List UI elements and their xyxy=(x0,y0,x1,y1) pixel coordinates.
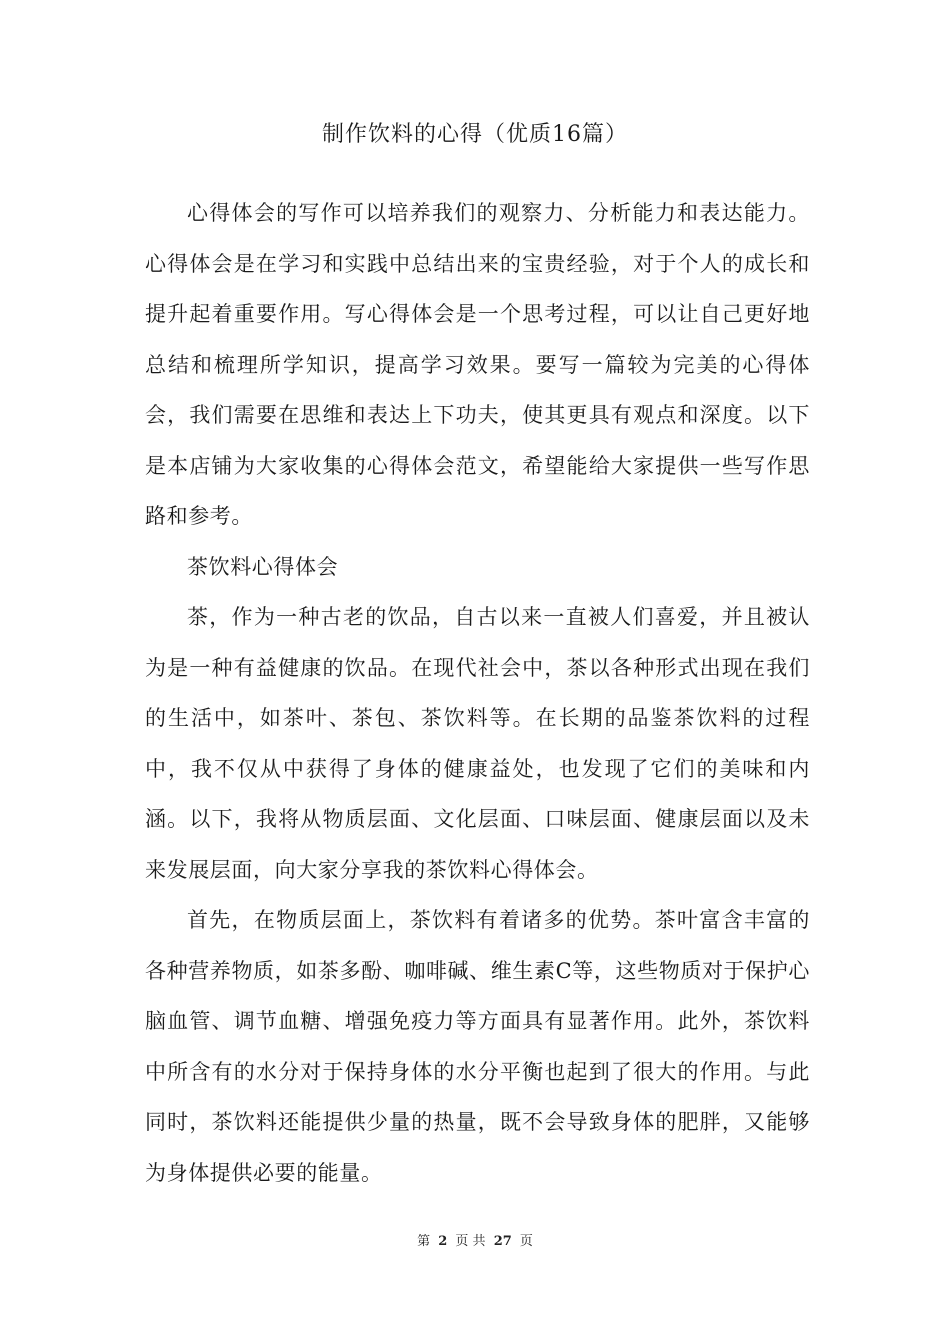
section-heading: 茶饮料心得体会 xyxy=(187,554,339,579)
total-page-count: 27 xyxy=(493,1234,512,1249)
page-footer xyxy=(0,1232,950,1252)
footer-middle: 页 共 xyxy=(455,1234,486,1249)
document-body xyxy=(145,188,810,1198)
intro-paragraph: 心得体会的写作可以培养我们的观察力、分析能力和表达能力。心得体会是在学习和实践中总结出来的宝贵经验，对于个人的成长和提升起着重要作用。写心得体会是一个思考过程，可以让自己更好地总结和梳理所学知识，提高学习效果。要写一篇较为完美的心得体会，我们需要在思维和表达上下功夫，使其更具有观点和深度。以下是本店铺为大家收集的心得体会范文，希望能给大家提供一些写作思路和参考。 xyxy=(145,201,810,528)
footer-prefix: 第 xyxy=(417,1234,431,1249)
body-paragraph: 首先，在物质层面上，茶饮料有着诸多的优势。茶叶富含丰富的各种营养物质，如茶多酚、咖啡碱、维生素C等，这些物质对于保护心脑血管、调节血糖、增强免疫力等方面具有显著作用。此外，茶饮料中所含有的水分对于保持身体的水分平衡也起到了很大的作用。与此同时，茶饮料还能提供少量的热量，既不会导致身体的肥胖，又能够为身体提供必要的能量。 xyxy=(145,908,810,1185)
document-title: 制作饮料的心得（优质16篇） xyxy=(322,122,628,147)
footer-suffix: 页 xyxy=(519,1234,533,1249)
current-page-number: 2 xyxy=(438,1234,448,1249)
body-paragraph: 茶，作为一种古老的饮品，自古以来一直被人们喜爱，并且被认为是一种有益健康的饮品。在现代社会中，茶以各种形式出现在我们的生活中，如茶叶、茶包、茶饮料等。在长期的品鉴茶饮料的过程中，我不仅从中获得了身体的健康益处，也发现了它们的美味和内涵。以下，我将从物质层面、文化层面、口味层面、健康层面以及未来发展层面，向大家分享我的茶饮料心得体会。 xyxy=(145,605,810,882)
